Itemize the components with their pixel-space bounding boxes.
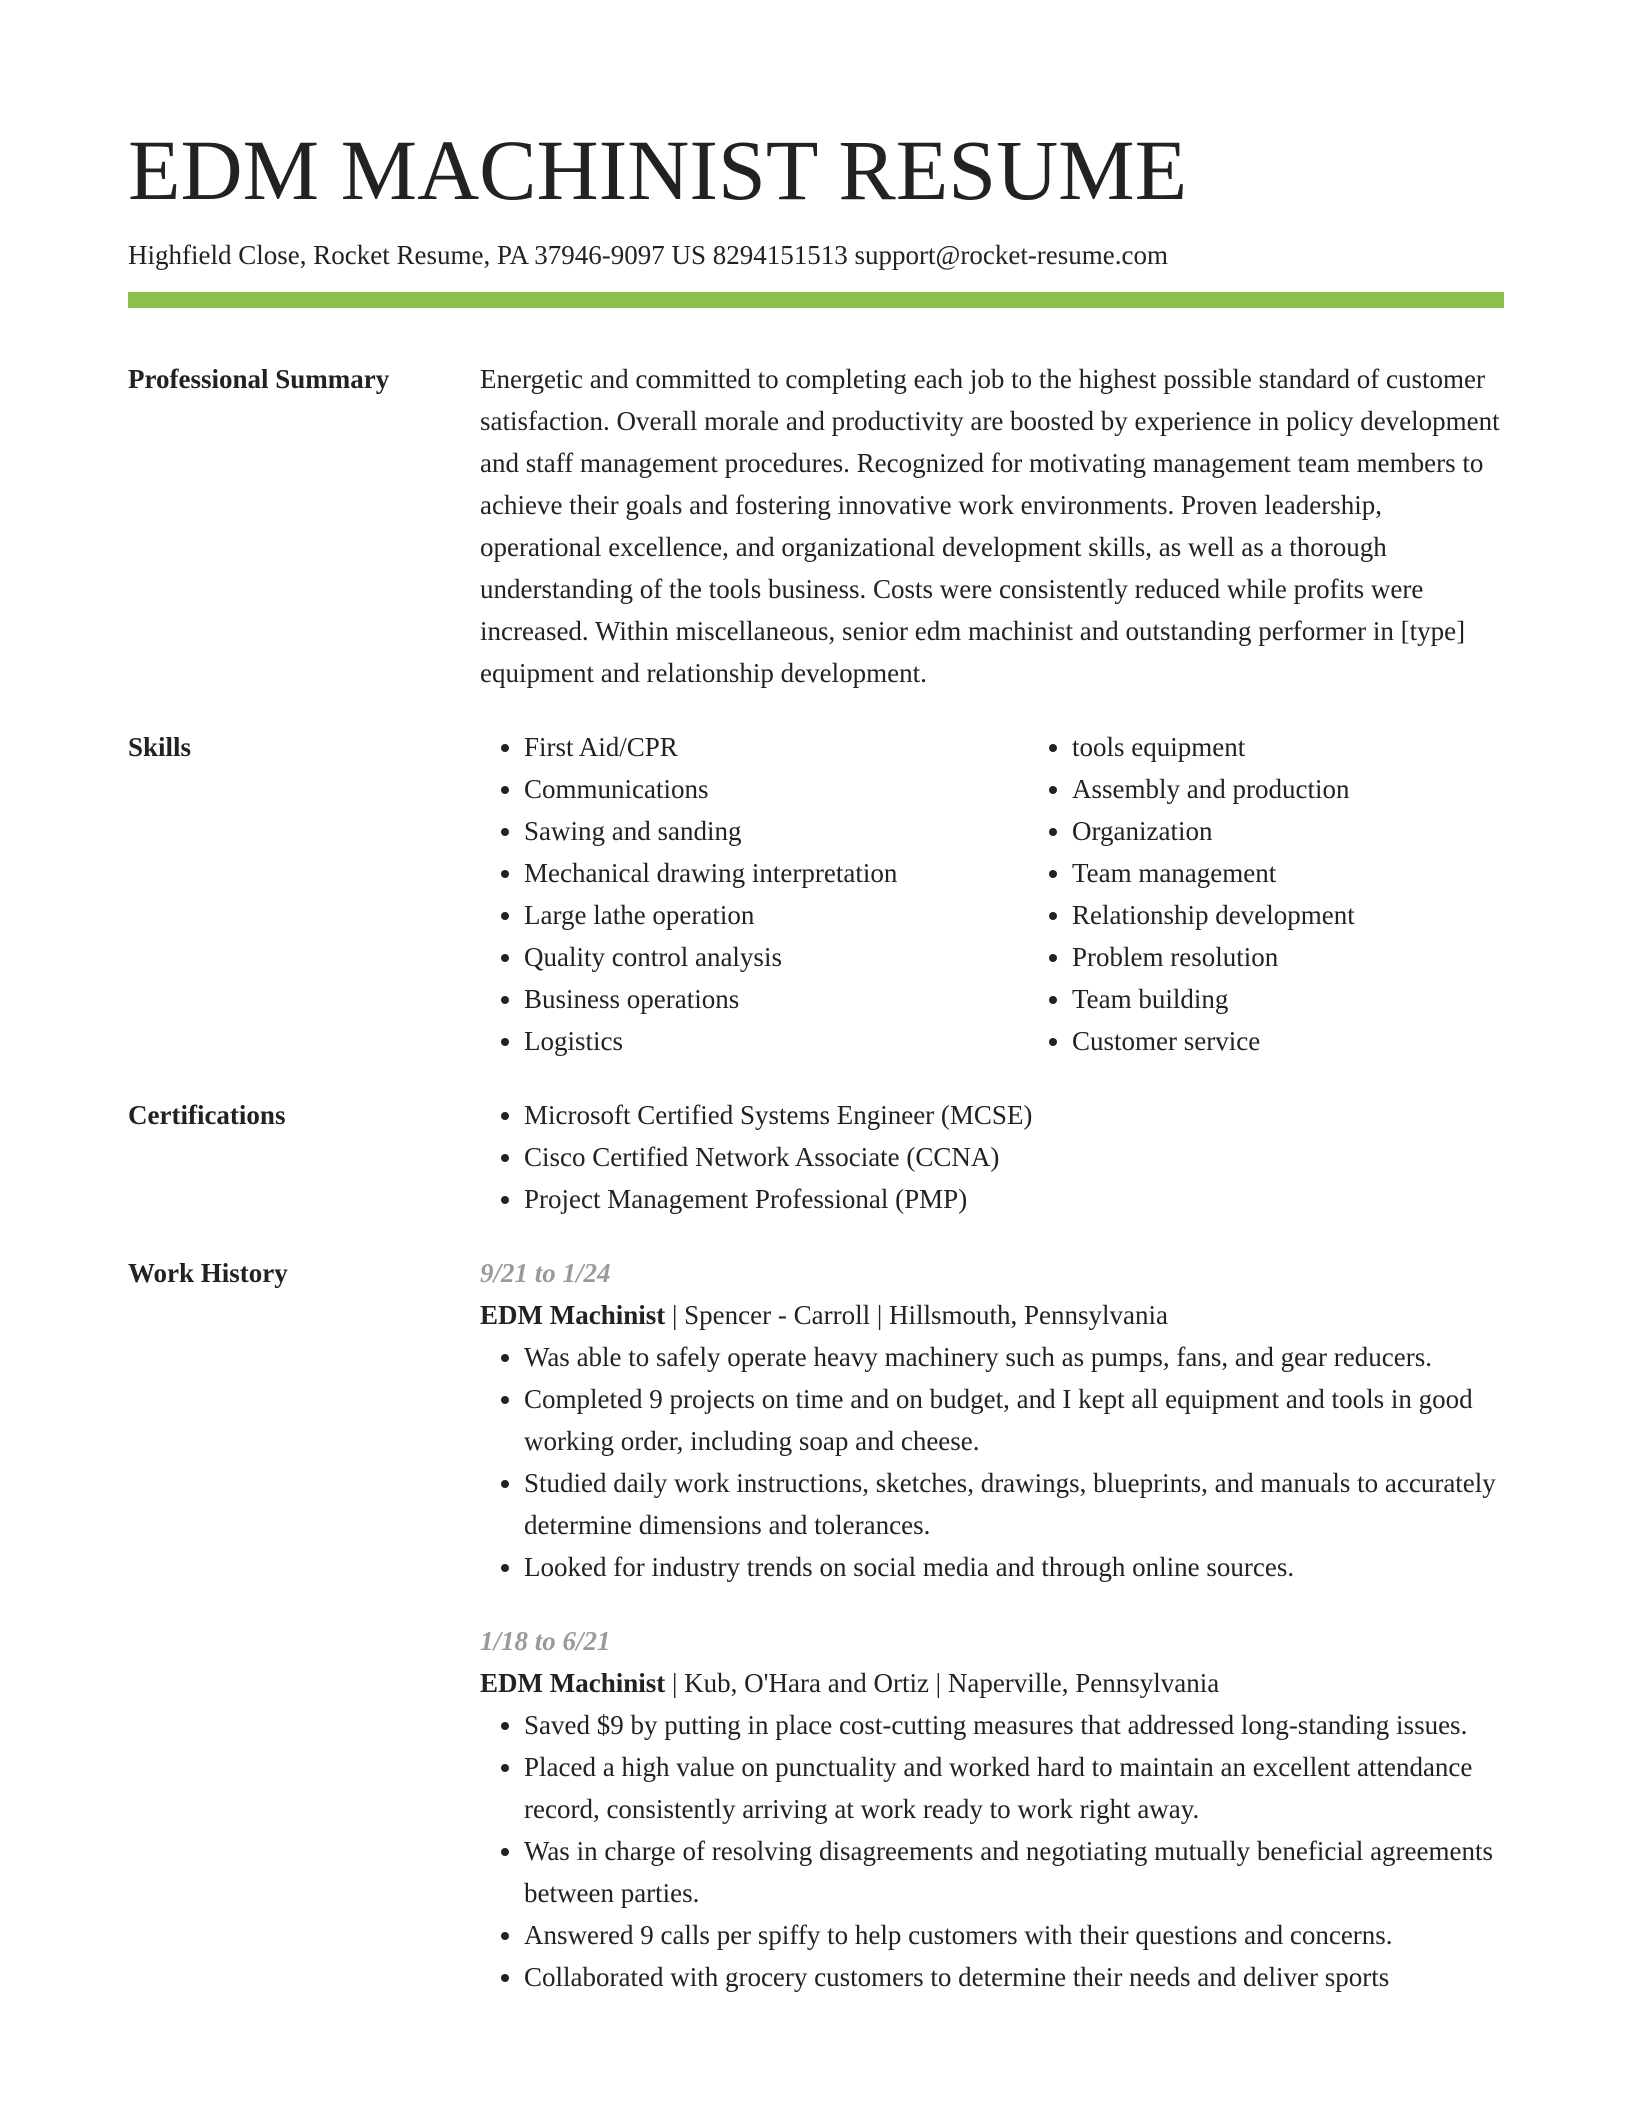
job-bullet: • Was able to safely operate heavy machinery such as pumps, fans, and gear reducers. xyxy=(524,1336,1504,1378)
certifications-section xyxy=(128,1094,1504,1220)
skill-item: • Assembly and production xyxy=(1072,768,1355,810)
job-role-line xyxy=(480,1662,1504,1704)
skills-columns xyxy=(480,726,1504,1062)
certifications-body xyxy=(480,1094,1504,1220)
skill-item: • Mechanical drawing interpretation xyxy=(524,852,1028,894)
job-bullet: • Was in charge of resolving disagreements and negotiating mutually beneficial agreements between parties. xyxy=(524,1830,1504,1914)
job-entry xyxy=(480,1252,1504,1588)
summary-section xyxy=(128,358,1504,694)
certifications-label: Certifications xyxy=(128,1100,286,1130)
work-history-body xyxy=(480,1252,1504,1998)
job-employer-location: | Spencer - Carroll | Hillsmouth, Pennsylvania xyxy=(665,1300,1168,1330)
job-title: EDM Machinist xyxy=(480,1668,666,1698)
skill-item: • First Aid/CPR xyxy=(524,726,1028,768)
skill-item: • Business operations xyxy=(524,978,1028,1020)
skill-item: • Logistics xyxy=(524,1020,1028,1062)
job-bullet: • Studied daily work instructions, sketches, drawings, blueprints, and manuals to accurately determine dimensions and tolerances. xyxy=(524,1462,1504,1546)
certification-item: • Cisco Certified Network Associate (CCNA) xyxy=(524,1136,1504,1178)
certification-item: • Microsoft Certified Systems Engineer (MCSE) xyxy=(524,1094,1504,1136)
skills-list-right xyxy=(1028,726,1355,1062)
job-employer-location: | Kub, O'Hara and Ortiz | Naperville, Pennsylvania xyxy=(665,1668,1220,1698)
skill-item: • Problem resolution xyxy=(1072,936,1355,978)
skill-item: • Sawing and sanding xyxy=(524,810,1028,852)
contact-line: Highfield Close, Rocket Resume, PA 37946-9097 US 8294151513 support@rocket-resume.com xyxy=(128,240,1169,270)
job-title: EDM Machinist xyxy=(480,1300,666,1330)
job-bullet-list xyxy=(480,1704,1504,1998)
job-bullet: • Collaborated with grocery customers to determine their needs and deliver sports xyxy=(524,1956,1504,1998)
job-role-line xyxy=(480,1294,1504,1336)
job-bullet: • Looked for industry trends on social media and through online sources. xyxy=(524,1546,1504,1588)
skill-item: • Organization xyxy=(1072,810,1355,852)
certifications-list xyxy=(480,1094,1504,1220)
skill-item: • Customer service xyxy=(1072,1020,1355,1062)
summary-text: Energetic and committed to completing each job to the highest possible standard of customer satisfaction. Overall morale and productivity are boosted by experience in policy development and staff management procedures. Recognized for motivating management team members to achieve their goals and fostering innovative work environments. Proven leadership, operational excellence, and organizational development skills, as well as a thorough understanding of the tools business. Costs were consistently reduced while profits were increased. Within miscellaneous, senior edm machinist and outstanding performer in [type] equipment and relationship development. xyxy=(480,364,1500,688)
job-bullet: • Saved $9 by putting in place cost-cutting measures that addressed long-standing issues. xyxy=(524,1704,1504,1746)
work-history-label: Work History xyxy=(128,1258,288,1288)
job-bullet-list xyxy=(480,1336,1504,1588)
skill-item: • Communications xyxy=(524,768,1028,810)
header-accent-rule xyxy=(128,292,1504,308)
skill-item: • Team building xyxy=(1072,978,1355,1020)
skills-list-left xyxy=(480,726,1028,1062)
skill-item: • Large lathe operation xyxy=(524,894,1028,936)
job-bullet: • Answered 9 calls per spiffy to help customers with their questions and concerns. xyxy=(524,1914,1504,1956)
work-history-section xyxy=(128,1252,1504,1998)
resume-title: EDM MACHINIST RESUME xyxy=(128,122,1188,218)
resume-page xyxy=(128,120,1504,1998)
job-bullet: • Completed 9 projects on time and on budget, and I kept all equipment and tools in good working order, including soap and cheese. xyxy=(524,1378,1504,1462)
job-dates: 9/21 to 1/24 xyxy=(480,1258,611,1288)
certification-item: • Project Management Professional (PMP) xyxy=(524,1178,1504,1220)
skill-item: • Relationship development xyxy=(1072,894,1355,936)
skill-item: • Team management xyxy=(1072,852,1355,894)
skill-item: • Quality control analysis xyxy=(524,936,1028,978)
job-bullet: • Placed a high value on punctuality and worked hard to maintain an excellent attendance record, consistently arriving at work ready to work right away. xyxy=(524,1746,1504,1830)
skill-item: • tools equipment xyxy=(1072,726,1355,768)
skills-section xyxy=(128,726,1504,1062)
job-entry xyxy=(480,1620,1504,1998)
summary-label: Professional Summary xyxy=(128,364,390,394)
skills-label: Skills xyxy=(128,732,192,762)
job-dates: 1/18 to 6/21 xyxy=(480,1626,611,1656)
